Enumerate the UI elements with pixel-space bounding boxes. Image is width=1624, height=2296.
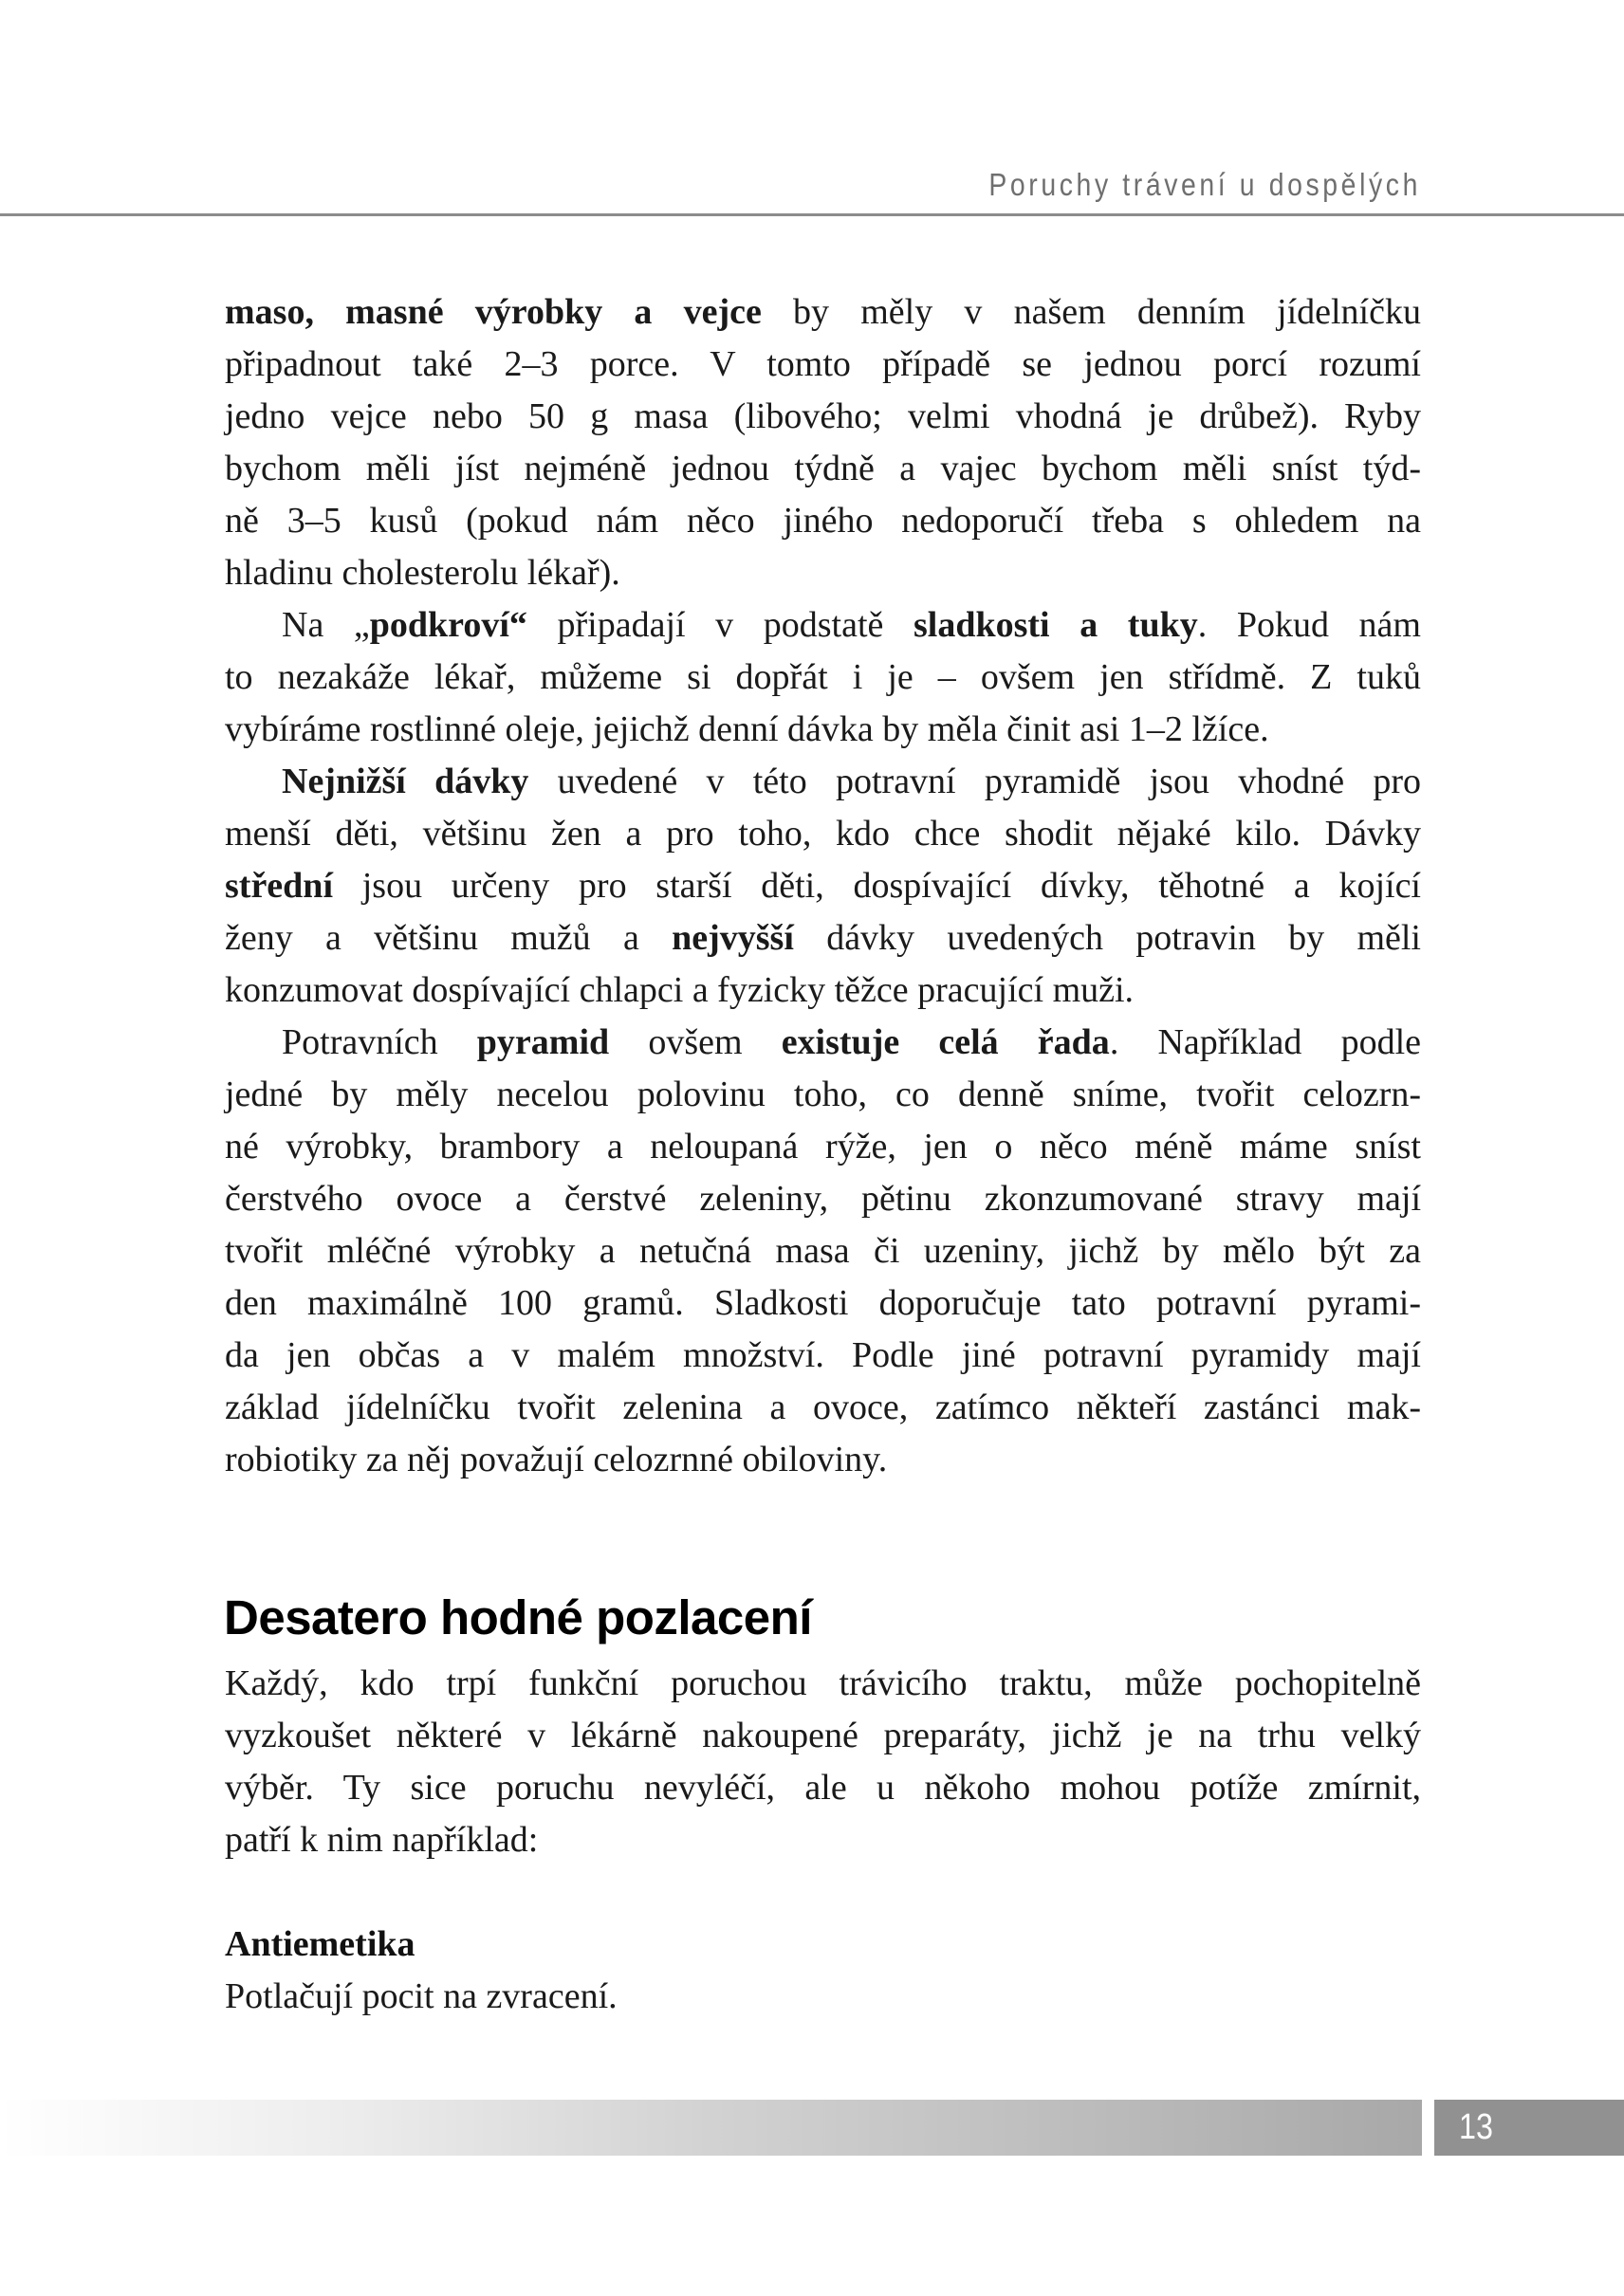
text-line — [225, 339, 1421, 391]
text-line — [225, 1277, 1421, 1330]
text-span: dávky uvedených potravin by měli — [793, 918, 1421, 958]
text-span: tvořit mléčné výrobky a netučná masa či uzeniny, jichž by mělo být za — [225, 1231, 1421, 1271]
text-line — [225, 1069, 1421, 1121]
text-span: ženy a většinu mužů a — [225, 918, 673, 958]
text-line — [225, 1330, 1421, 1382]
text-span: připadnout také 2–3 porce. V tomto případě se jednou porcí rozumí — [225, 344, 1421, 384]
bold-text: maso, masné výrobky a vejce — [225, 292, 762, 332]
text-line — [225, 1225, 1421, 1277]
text-line — [225, 652, 1421, 704]
page-number-box — [1434, 2100, 1624, 2156]
section-intro-text — [225, 1658, 1421, 1866]
text-span: Potravních — [282, 1022, 477, 1062]
text-line — [225, 443, 1421, 495]
text-span: ně 3–5 kusů (pokud nám něco jiného nedoporučí třeba s ohledem na — [225, 501, 1421, 541]
section-heading: Desatero hodné pozlacení — [224, 1590, 812, 1644]
text-span: základ jídelníčku tvořit zelenina a ovoce, zatímco někteří zastánci mak- — [225, 1387, 1421, 1427]
text-line — [225, 808, 1421, 860]
text-span: . Pokud nám — [1197, 605, 1421, 645]
footer-gradient-bar — [0, 2100, 1422, 2156]
text-line — [225, 912, 1421, 964]
subheading-antiemetika: Antiemetika — [225, 1924, 415, 1964]
bold-text: střední — [225, 866, 333, 906]
text-span: jsou určeny pro starší děti, dospívající dívky, těhotné a kojící — [333, 866, 1421, 906]
text-span: ovšem — [609, 1022, 782, 1062]
text-line — [225, 1658, 1421, 1710]
text-line — [225, 495, 1421, 547]
bold-text: Nejnižší dávky — [282, 762, 529, 801]
text-span: Na „ — [282, 605, 370, 645]
text-line — [225, 1173, 1421, 1225]
text-line — [225, 1382, 1421, 1434]
text-span: vybíráme rostlinné oleje, jejichž denní dávka by měla činit asi 1–2 lžíce. — [225, 709, 1269, 749]
bold-text: pyramid — [476, 1022, 610, 1062]
text-span: Každý, kdo trpí funkční poruchou trávicího traktu, může pochopitelně — [225, 1663, 1421, 1703]
bold-text: sladkosti a tuky — [914, 605, 1198, 645]
text-span: připadají v podstatě — [526, 605, 914, 645]
subheading-description: Potlačují pocit na zvracení. — [225, 1976, 618, 2016]
text-line — [225, 1710, 1421, 1762]
text-line — [225, 1434, 1421, 1486]
text-span: vyzkoušet některé v lékárně nakoupené preparáty, jichž je na trhu velký — [225, 1716, 1421, 1755]
header-rule — [0, 213, 1624, 216]
text-span: menší děti, většinu žen a pro toho, kdo chce shodit nějaké kilo. Dávky — [225, 814, 1421, 854]
text-line — [225, 964, 1421, 1017]
text-span: uvedené v této potravní pyramidě jsou vhodné pro — [528, 762, 1421, 801]
text-span: by měly v našem denním jídelníčku — [761, 292, 1421, 332]
text-line — [225, 391, 1421, 443]
text-line — [225, 860, 1421, 912]
text-line — [225, 1814, 1421, 1866]
text-span: . Například podle — [1109, 1022, 1421, 1062]
text-span: patří k nim například: — [225, 1820, 539, 1860]
text-span: jedno vejce nebo 50 g masa (libového; velmi vhodná je drůbež). Ryby — [225, 396, 1421, 436]
text-span: robiotiky za něj považují celozrnné obiloviny. — [225, 1440, 888, 1479]
text-span: konzumovat dospívající chlapci a fyzicky těžce pracující muži. — [225, 970, 1135, 1010]
text-line — [225, 286, 1421, 339]
text-span: jedné by měly necelou polovinu toho, co denně sníme, tvořit celozrn- — [225, 1075, 1421, 1114]
text-line — [225, 1121, 1421, 1173]
text-span: čerstvého ovoce a čerstvé zeleniny, pětinu zkonzumované stravy mají — [225, 1179, 1421, 1219]
text-span: hladinu cholesterolu lékař). — [225, 553, 620, 593]
text-line — [225, 1017, 1421, 1069]
text-line — [225, 1762, 1421, 1814]
text-line — [225, 756, 1421, 808]
text-span: bychom měli jíst nejméně jednou týdně a vajec bychom měli sníst týd- — [225, 449, 1421, 488]
text-span: výběr. Ty sice poruchu nevyléčí, ale u někoho mohou potíže zmírnit, — [225, 1768, 1421, 1808]
text-line — [225, 599, 1421, 652]
text-span: to nezakáže lékař, můžeme si dopřát i je – ovšem jen střídmě. Z tuků — [225, 657, 1421, 697]
text-span: né výrobky, brambory a neloupaná rýže, jen o něco méně máme sníst — [225, 1127, 1421, 1166]
text-line — [225, 547, 1421, 599]
body-text — [225, 286, 1421, 1486]
bold-text: existuje celá řada — [781, 1022, 1110, 1062]
text-line — [225, 704, 1421, 756]
text-span: den maximálně 100 gramů. Sladkosti doporučuje tato potravní pyrami- — [225, 1283, 1421, 1323]
text-span: da jen občas a v malém množství. Podle jiné potravní pyramidy mají — [225, 1335, 1421, 1375]
running-header-title: Poruchy trávení u dospělých — [988, 167, 1421, 202]
bold-text: nejvyšší — [672, 918, 794, 958]
page-number: 13 — [1459, 2107, 1493, 2147]
bold-text: podkroví“ — [369, 605, 527, 645]
